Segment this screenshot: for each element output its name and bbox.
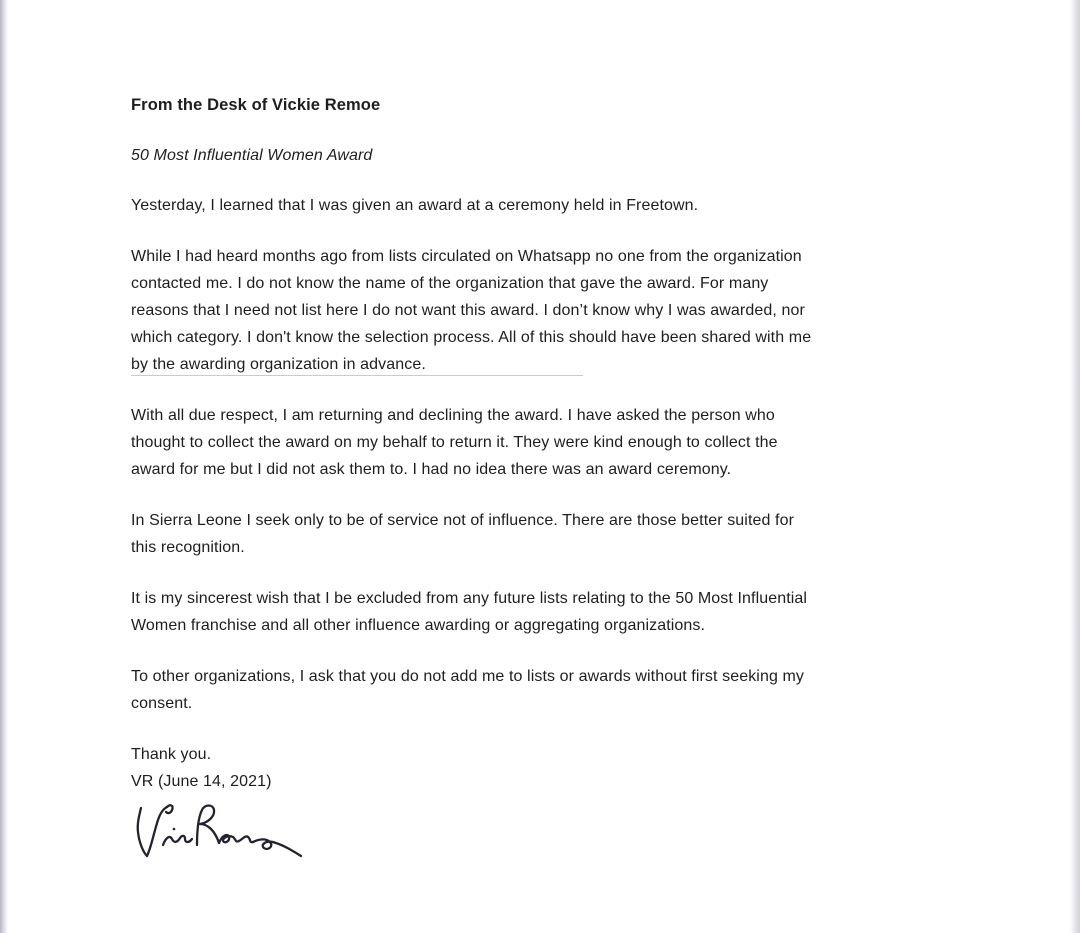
- letter-heading: From the Desk of Vickie Remoe: [131, 96, 381, 114]
- paragraph-5: [131, 585, 961, 639]
- letter-closing: [131, 741, 961, 795]
- closing-thanks: Thank you.: [131, 746, 212, 763]
- paragraph-line: award for me but I did not ask them to. I had no idea there was an award ceremony.: [131, 461, 732, 478]
- signature-ink-icon: [127, 798, 307, 864]
- paragraph-line: It is my sincerest wish that I be excluded from any future lists relating to the 50 Most Influential: [131, 590, 808, 607]
- paragraph-line: With all due respect, I am returning and declining the award. I have asked the person who: [131, 407, 775, 424]
- paragraph-line: To other organizations, I ask that you do not add me to lists or awards without first seeking my: [131, 668, 805, 685]
- paragraph-line: which category. I don't know the selection process. All of this should have been shared with me: [131, 329, 812, 346]
- paragraph-line: Women franchise and all other influence awarding or aggregating organizations.: [131, 617, 706, 634]
- page-edge-right: [1070, 0, 1080, 933]
- paragraph-line: While I had heard months ago from lists circulated on Whatsapp no one from the organization: [131, 248, 802, 265]
- letter-subject: 50 Most Influential Women Award: [131, 147, 373, 164]
- paragraph-line: this recognition.: [131, 539, 245, 556]
- paragraph-line: reasons that I need not list here I do not want this award. I don’t know why I was awarded, nor: [131, 302, 805, 319]
- paragraph-2: [131, 243, 961, 378]
- paragraph-line: In Sierra Leone I seek only to be of service not of influence. There are those better suited for: [131, 512, 795, 529]
- paragraph-6: [131, 663, 961, 717]
- paragraph-3: [131, 402, 961, 483]
- paragraph-line: thought to collect the award on my behalf to return it. They were kind enough to collect the: [131, 434, 778, 451]
- letter-content: [131, 92, 961, 873]
- paragraph-line: Yesterday, I learned that I was given an award at a ceremony held in Freetown.: [131, 197, 699, 214]
- paragraph-line: by the awarding organization in advance.: [131, 351, 961, 378]
- paragraph-1: [131, 192, 961, 219]
- paragraph-4: [131, 507, 961, 561]
- paragraph-line: consent.: [131, 695, 193, 712]
- paragraph-line: contacted me. I do not know the name of the organization that gave the award. For many: [131, 275, 769, 292]
- signature-handwriting: [127, 798, 961, 873]
- page-edge-left: [0, 0, 8, 933]
- closing-signoff: VR (June 14, 2021): [131, 773, 272, 790]
